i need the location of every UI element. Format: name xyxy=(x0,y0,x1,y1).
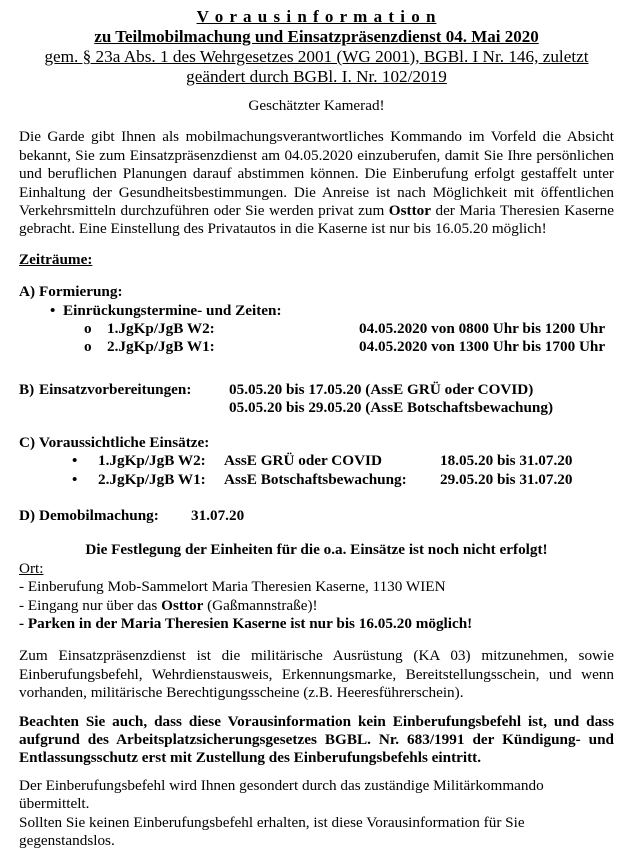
formierung-row-1 xyxy=(19,320,614,338)
section-a-formierung xyxy=(19,283,614,357)
bullet-icon: • xyxy=(72,470,78,488)
section-a-bullet-line xyxy=(19,302,614,320)
section-b-heading xyxy=(19,381,229,418)
unit-time: 04.05.2020 von 0800 Uhr bis 1200 Uhr xyxy=(359,320,606,338)
bullet-icon: • xyxy=(50,301,56,319)
ort-line-sammelort: - Einberufung Mob-Sammelort Maria Theresien Kaserne, 1130 WIEN xyxy=(19,578,446,596)
circle-bullet-icon: o xyxy=(84,338,92,356)
section-c-heading xyxy=(19,434,614,452)
document-header xyxy=(19,7,614,86)
date-range: 05.05.20 bis 17.05.20 (AssE GRÜ oder COVID) xyxy=(229,380,534,398)
equipment-paragraph: Zum Einsatzpräsenzdienst ist die militärische Ausrüstung (KA 03) mitzunehmen, sowie Einberufungsbefehl, Wehrdienstausweis, Erkennungsmarke, Bereitstellungsschein, und wenn vorhanden, militärische Berechtigungsscheine (z.B. Heeresführerschein). xyxy=(19,647,614,702)
einsatz-row-1 xyxy=(19,452,614,470)
unit-name: 2.JgKp/JgB W1: xyxy=(98,470,206,488)
mission-name: AssE GRÜ oder COVID xyxy=(224,452,382,470)
ort-heading xyxy=(19,560,614,578)
formierung-row-2 xyxy=(19,338,614,356)
section-b-title: Einsatzvorbereitungen: xyxy=(39,380,192,398)
ort-heading-text: Ort: xyxy=(19,559,44,577)
section-c-label: C) xyxy=(19,433,36,451)
ort-eingang-text-2: (Gaßmannstraße)! xyxy=(203,596,318,614)
intro-text-1: Die Garde gibt Ihnen als mobilmachungsverantwortliches Kommando im Vorfeld die Absicht bekannt, Sie zum Einsatzpräsenzdienst am 04.05.2020 einzuberufen, damit Sie Ihre persönlichen und beruflichen Planungen darauf abstimmen können. Die Einberufung erfolgt gestaffelt unter Einhaltung der Gesundheitsbestimmungen. Die Anreise ist nach Möglichkeit mit öffentlichen Verkehrsmitteln durchzuführen oder Sie werden privat zum xyxy=(19,128,614,220)
unit-name: 2.JgKp/JgB W1: xyxy=(107,338,215,356)
unit-name: 1.JgKp/JgB W2: xyxy=(98,452,206,470)
salutation: Geschätzter Kamerad! xyxy=(248,97,385,114)
doc-legal-ref-line-2 xyxy=(19,67,614,87)
section-a-bullet-text: Einrückungstermine- und Zeiten: xyxy=(63,301,282,319)
ort-eingang-bold-osttor: Osttor xyxy=(161,596,204,614)
doc-title-text: V o r a u s i n f o r m a t i o n xyxy=(196,7,437,26)
doc-legal-ref-text-2: geändert durch BGBl. I. Nr. 102/2019 xyxy=(186,66,447,86)
section-a-label: A) xyxy=(19,283,36,301)
zeitraeume-heading xyxy=(19,251,614,269)
date-range: 05.05.20 bis 29.05.20 (AssE Botschaftsbewachung) xyxy=(229,399,554,417)
units-notice: Die Festlegung der Einheiten für die o.a. Einsätze ist noch nicht erfolgt! xyxy=(85,541,548,559)
mission-name: AssE Botschaftsbewachung: xyxy=(224,470,407,488)
unit-time: 04.05.2020 von 1300 Uhr bis 1700 Uhr xyxy=(359,338,606,356)
section-d-label: D) xyxy=(19,506,36,524)
section-b-einsatzvorbereitungen xyxy=(19,381,614,418)
einsatz-row-2 xyxy=(19,471,614,489)
closing-line-2: Sollten Sie keinen Einberufungsbefehl erhalten, ist diese Vorausinformation für Sie gegenstandslos. xyxy=(19,813,525,849)
ort-line-eingang xyxy=(19,597,614,615)
section-b-dates xyxy=(229,381,553,418)
intro-bold-osttor: Osttor xyxy=(388,202,431,220)
section-a-heading xyxy=(19,283,614,301)
mission-period: 29.05.20 bis 31.07.20 xyxy=(440,470,573,488)
section-d-date: 31.07.20 xyxy=(191,506,245,524)
bullet-icon: • xyxy=(72,452,78,470)
circle-bullet-icon: o xyxy=(84,320,92,338)
mission-period: 18.05.20 bis 31.07.20 xyxy=(440,452,573,470)
section-c-title: Voraussichtliche Einsätze: xyxy=(39,433,210,451)
doc-title-line-2 xyxy=(19,27,614,47)
ort-section xyxy=(19,560,614,634)
intro-paragraph xyxy=(19,128,614,238)
closing-block xyxy=(19,777,614,850)
ort-line-parken: - Parken in der Maria Theresien Kaserne ist nur bis 16.05.20 möglich! xyxy=(19,614,473,632)
section-d-title: Demobilmachung: xyxy=(39,506,159,524)
doc-legal-ref-line-1 xyxy=(19,47,614,67)
doc-subtitle-text: zu Teilmobilmachung und Einsatzpräsenzdienst 04. Mai 2020 xyxy=(94,27,539,46)
doc-title-line-1 xyxy=(19,7,614,27)
closing-line-1: Der Einberufungsbefehl wird Ihnen gesondert durch das zuständige Militärkommando übermittelt. xyxy=(19,776,544,813)
unit-name: 1.JgKp/JgB W2: xyxy=(107,320,215,338)
intro-text-2: der Maria Theresien Kaserne gebracht. Eine Einstellung des Privatautos in die Kaserne ist nur bis 16.05.20 möglich! xyxy=(19,202,615,238)
section-b-label: B) xyxy=(19,380,35,398)
section-a-title: Formierung: xyxy=(39,283,123,301)
ort-eingang-text-1: - Eingang nur über das xyxy=(19,596,162,614)
section-d-demobilmachung xyxy=(19,507,614,525)
zeitraeume-heading-text: Zeiträume: xyxy=(19,250,93,268)
warning-paragraph: Beachten Sie auch, dass diese Vorausinformation kein Einberufungsbefehl ist, und dass aufgrund des Arbeitsplatzsicherungsgesetzes BGBL. Nr. 683/1991 der Kündigung- und Entlassungsschutz erst mit Zustellung des Einberufungsbefehls eintritt. xyxy=(19,712,614,767)
section-c-einsaetze xyxy=(19,434,614,489)
doc-legal-ref-text-1: gem. § 23a Abs. 1 des Wehrgesetzes 2001 (WG 2001), BGBl. I Nr. 146, zuletzt xyxy=(44,47,589,66)
